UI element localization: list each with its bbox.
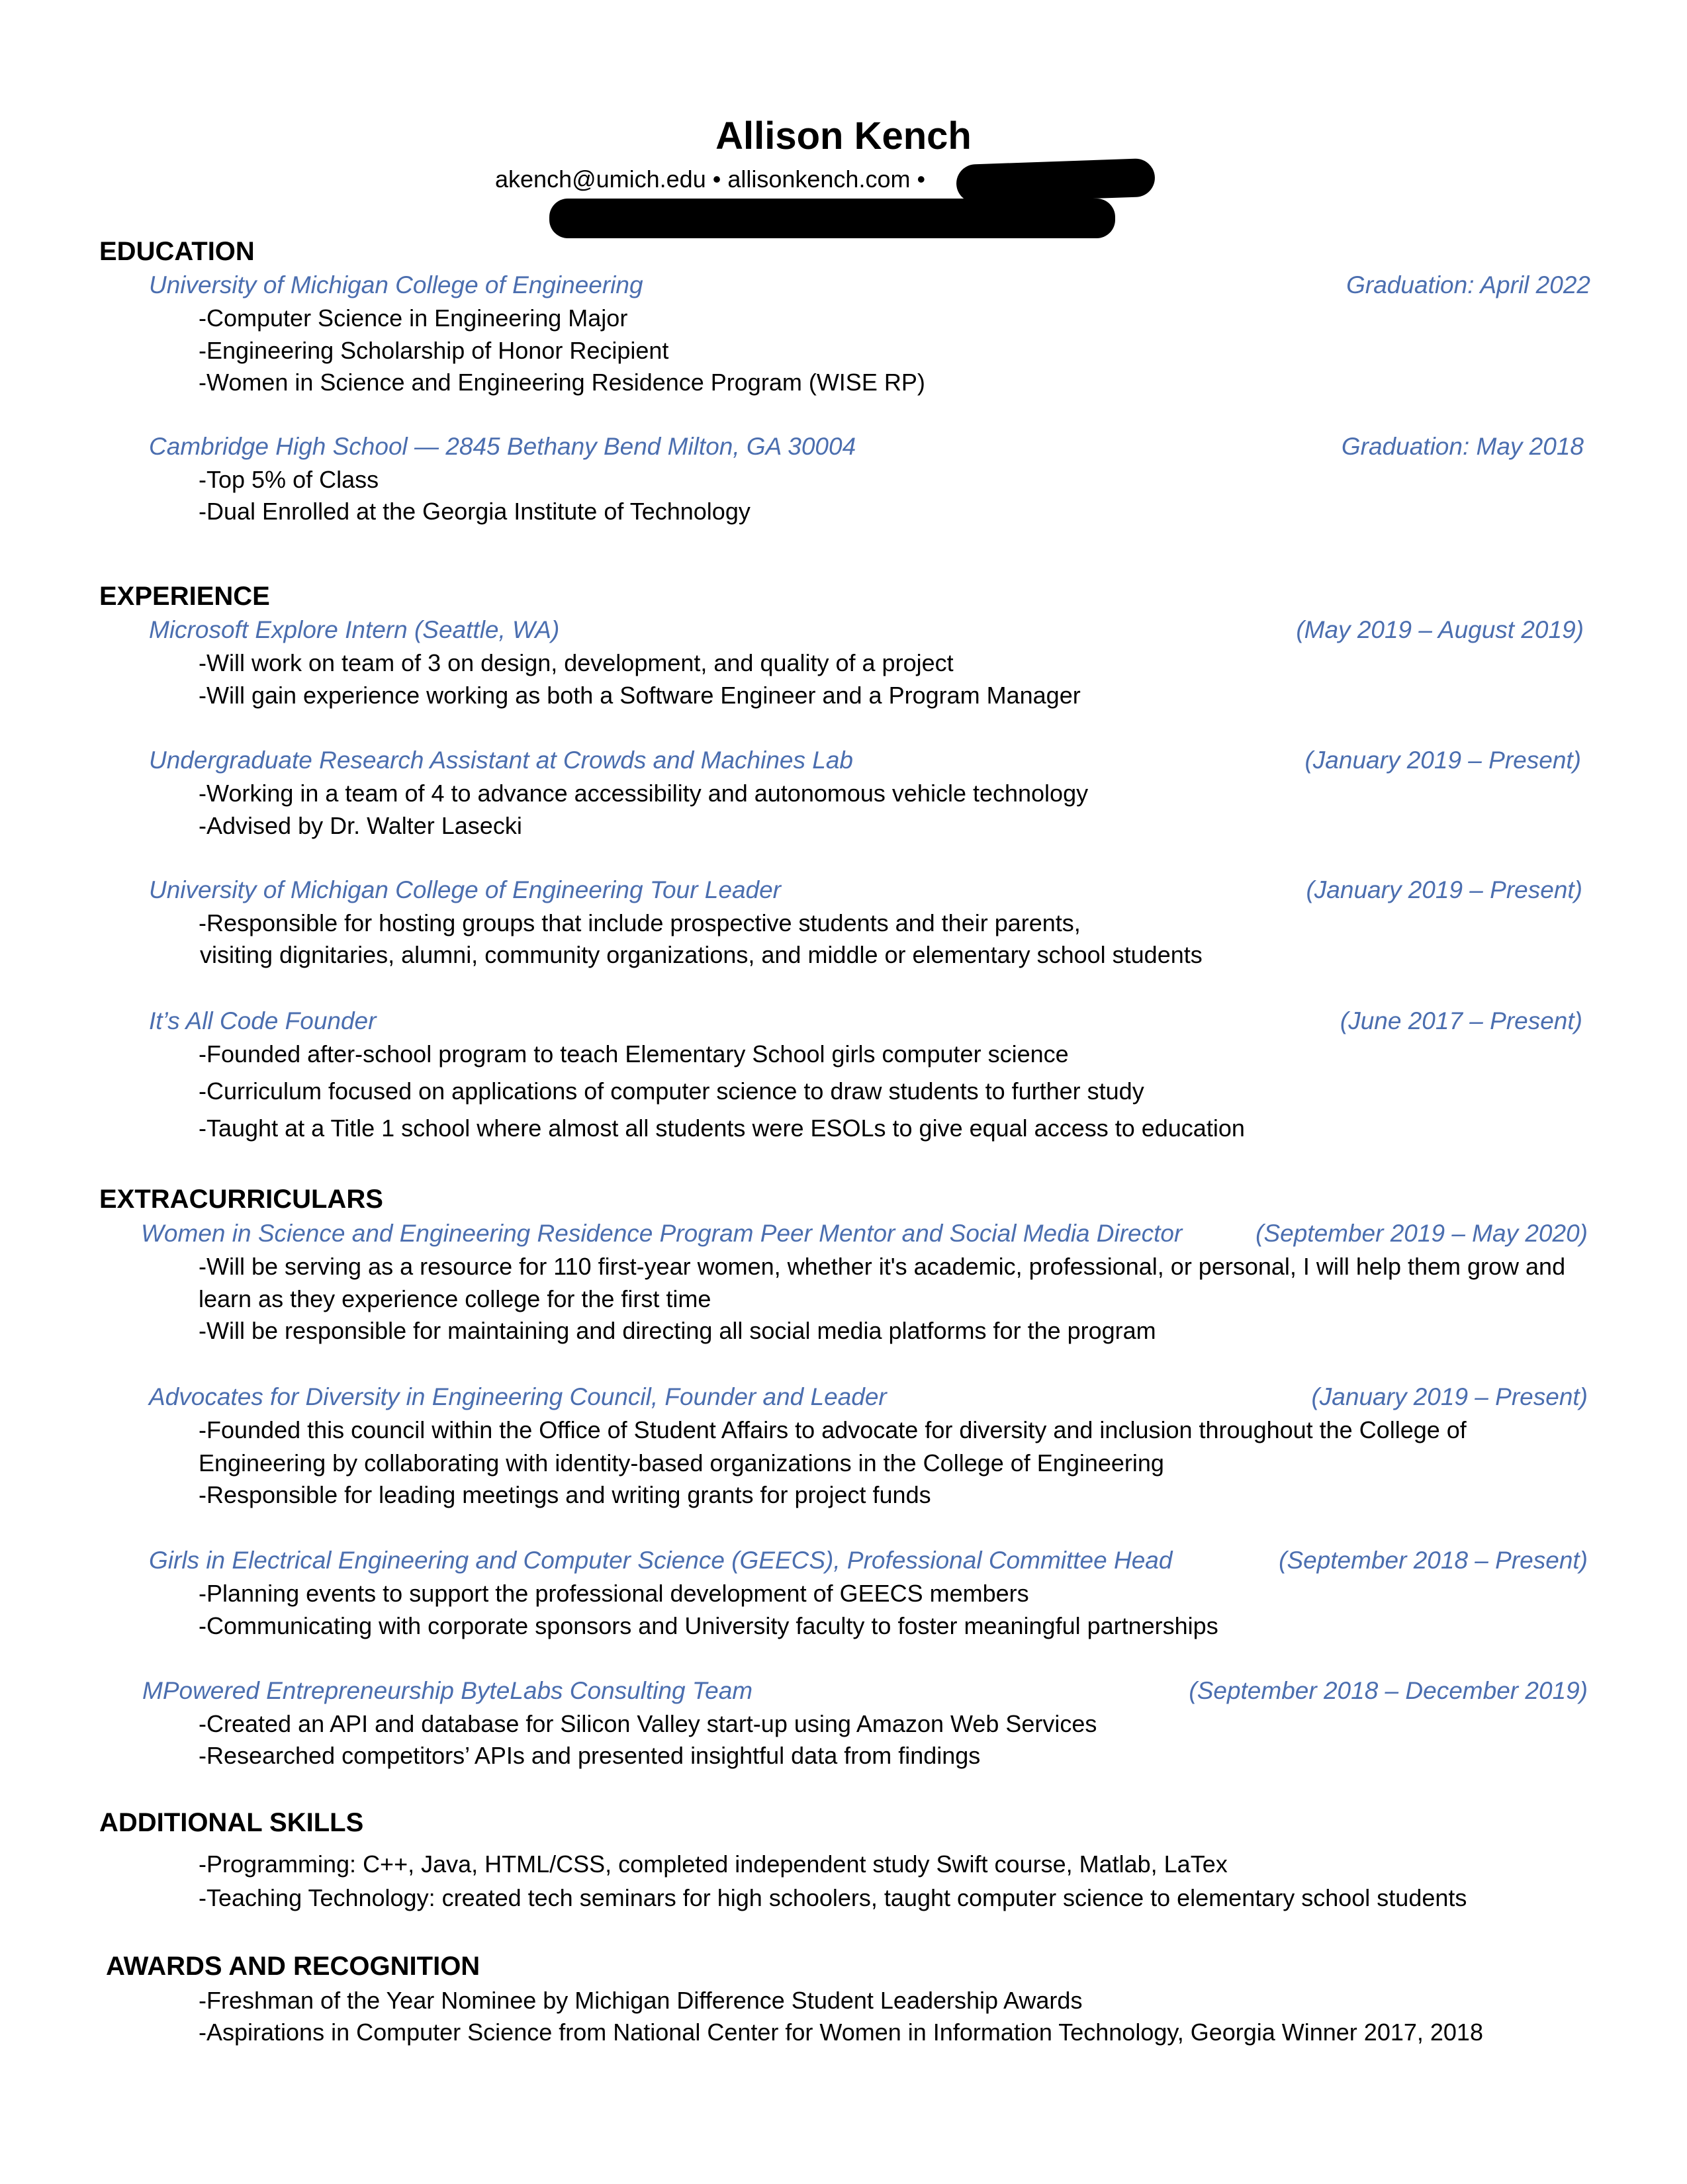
extracurricular-entry-title: Girls in Electrical Engineering and Computer Science (GEECS), Professional Committee Head (149, 1547, 1173, 1574)
experience-entry-title: Undergraduate Research Assistant at Crowds and Machines Lab (149, 747, 853, 774)
extracurricular-entry-date: (September 2019 – May 2020) (1255, 1220, 1588, 1247)
skills-heading: ADDITIONAL SKILLS (99, 1808, 364, 1837)
extracurricular-entry-date: (September 2018 – Present) (1279, 1547, 1588, 1574)
education-entry-title: University of Michigan College of Engineering (149, 271, 643, 298)
awards-bullet: -Freshman of the Year Nominee by Michigan Difference Student Leadership Awards (199, 1987, 1083, 2014)
extracurricular-bullet: Engineering by collaborating with identity-based organizations in the College of Engineering (199, 1449, 1164, 1477)
extracurricular-entry-date: (September 2018 – December 2019) (1189, 1677, 1588, 1704)
extracurricular-bullet: -Responsible for leading meetings and writing grants for project funds (199, 1481, 931, 1508)
contact-line: akench@umich.edu • allisonkench.com • (495, 165, 926, 193)
education-heading: EDUCATION (99, 237, 255, 266)
experience-bullet: -Will gain experience working as both a Software Engineer and a Program Manager (199, 682, 1081, 709)
resume-name: Allison Kench (715, 114, 972, 158)
experience-bullet: -Will work on team of 3 on design, development, and quality of a project (199, 649, 954, 676)
awards-heading: AWARDS AND RECOGNITION (106, 1952, 480, 1981)
extracurricular-bullet: -Created an API and database for Silicon Valley start-up using Amazon Web Services (199, 1710, 1097, 1737)
experience-entry-date: (January 2019 – Present) (1304, 747, 1581, 774)
education-entry-date: Graduation: May 2018 (1341, 433, 1584, 460)
education-bullet: -Dual Enrolled at the Georgia Institute of Technology (199, 498, 751, 525)
experience-entry-date: (January 2019 – Present) (1306, 876, 1582, 903)
extracurricular-entry-title: Advocates for Diversity in Engineering Council, Founder and Leader (149, 1383, 887, 1410)
experience-bullet: -Advised by Dr. Walter Lasecki (199, 812, 522, 839)
experience-entry-title: It’s All Code Founder (149, 1007, 377, 1034)
extracurricular-bullet: -Planning events to support the professional development of GEECS members (199, 1580, 1029, 1607)
extracurricular-bullet: -Researched competitors’ APIs and presented insightful data from findings (199, 1742, 981, 1769)
education-entry-title: Cambridge High School — 2845 Bethany Bend Milton, GA 30004 (149, 433, 856, 460)
education-bullet: -Top 5% of Class (199, 466, 379, 493)
experience-entry-date: (May 2019 – August 2019) (1296, 616, 1584, 643)
education-entry-date: Graduation: April 2022 (1346, 271, 1590, 298)
experience-heading: EXPERIENCE (99, 582, 270, 611)
education-bullet: -Women in Science and Engineering Residence Program (WISE RP) (199, 369, 925, 396)
redaction-mark (956, 158, 1156, 203)
extracurricular-entry-title: MPowered Entrepreneurship ByteLabs Consulting Team (142, 1677, 753, 1704)
extracurricular-entry-title: Women in Science and Engineering Residence Program Peer Mentor and Social Media Director (141, 1220, 1183, 1247)
skills-bullet: -Teaching Technology: created tech seminars for high schoolers, taught computer science to elementary school students (199, 1884, 1467, 1911)
experience-entry-date: (June 2017 – Present) (1340, 1007, 1582, 1034)
experience-bullet: -Responsible for hosting groups that include prospective students and their parents, (199, 909, 1081, 936)
extracurricular-entry-date: (January 2019 – Present) (1311, 1383, 1588, 1410)
redaction-mark (549, 199, 1115, 238)
experience-entry-title: Microsoft Explore Intern (Seattle, WA) (149, 616, 560, 643)
extracurriculars-heading: EXTRACURRICULARS (99, 1185, 383, 1214)
experience-bullet: -Taught at a Title 1 school where almost all students were ESOLs to give equal access to education (199, 1115, 1245, 1142)
extracurricular-bullet: -Founded this council within the Office of Student Affairs to advocate for diversity and inclusion throughout the College of (199, 1416, 1467, 1443)
education-bullet: -Computer Science in Engineering Major (199, 304, 628, 332)
experience-bullet: -Curriculum focused on applications of computer science to draw students to further study (199, 1077, 1144, 1105)
experience-bullet: -Founded after-school program to teach Elementary School girls computer science (199, 1040, 1069, 1068)
education-bullet: -Engineering Scholarship of Honor Recipient (199, 337, 669, 364)
extracurricular-bullet: -Will be responsible for maintaining and directing all social media platforms for the program (199, 1317, 1156, 1344)
extracurricular-bullet: learn as they experience college for the first time (199, 1285, 711, 1312)
experience-bullet: visiting dignitaries, alumni, community organizations, and middle or elementary school students (200, 941, 1203, 968)
awards-bullet: -Aspirations in Computer Science from National Center for Women in Information Technology, Georgia Winner 2017, 2018 (199, 2019, 1483, 2046)
experience-entry-title: University of Michigan College of Engineering Tour Leader (149, 876, 782, 903)
experience-bullet: -Working in a team of 4 to advance accessibility and autonomous vehicle technology (199, 780, 1089, 807)
extracurricular-bullet: -Will be serving as a resource for 110 first-year women, whether it's academic, professional, or personal, I will help them grow and (199, 1253, 1566, 1280)
skills-bullet: -Programming: C++, Java, HTML/CSS, completed independent study Swift course, Matlab, LaTex (199, 1850, 1228, 1878)
extracurricular-bullet: -Communicating with corporate sponsors and University faculty to foster meaningful partnerships (199, 1612, 1218, 1639)
